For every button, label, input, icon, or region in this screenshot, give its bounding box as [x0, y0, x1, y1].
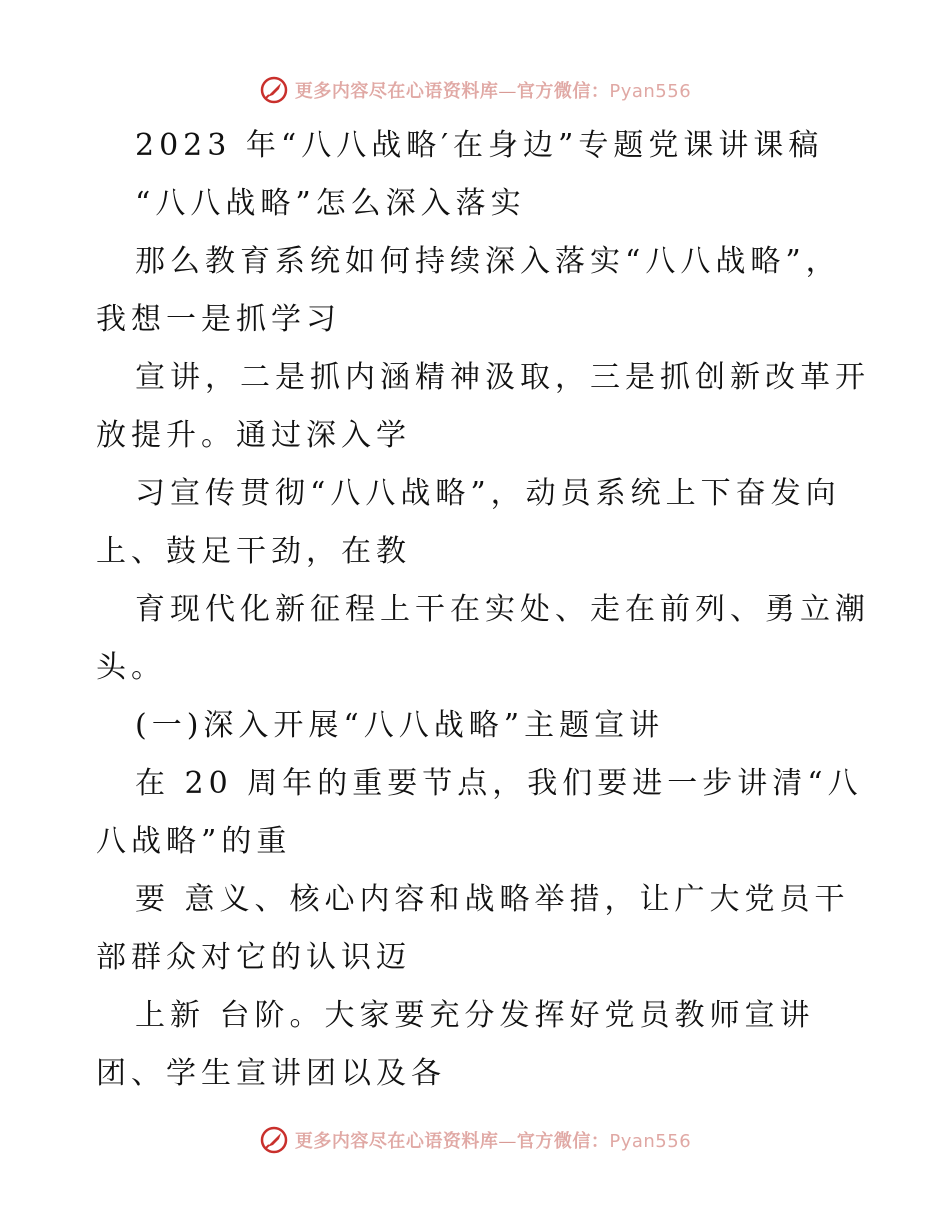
watermark-account: Pyan556 — [609, 1131, 692, 1152]
quill-logo-icon — [259, 1125, 289, 1155]
body-line: 团、学生宣讲团以及各 — [96, 1056, 446, 1091]
body-line: 上、鼓足干劲，在教 — [96, 534, 411, 569]
watermark-dash: — — [498, 81, 517, 102]
body-line: 习宣传贯彻“八八战略”，动员系统上下奋发向 — [135, 476, 841, 511]
document-title: 2023 年“八八战略′在身边”专题党课讲课稿 — [135, 128, 824, 163]
section-heading: “八八战略”怎么深入落实 — [135, 186, 526, 221]
watermark-text — [295, 1127, 691, 1153]
body-line: 育现代化新征程上干在实处、走在前列、勇立潮 — [135, 592, 870, 627]
body-line: 那么教育系统如何持续深入落实“八八战略”， — [135, 244, 841, 279]
body-line: 上新 台阶。大家要充分发挥好党员教师宣讲 — [135, 998, 815, 1033]
body-line: 我想一是抓学习 — [96, 302, 341, 337]
body-line: 在 20 周年的重要节点，我们要进一步讲清“八 — [135, 766, 863, 801]
watermark-dash: — — [498, 1131, 517, 1152]
body-line: 要 意义、核心内容和战略举措，让广大党员干 — [135, 882, 850, 917]
watermark-account: Pyan556 — [609, 81, 692, 102]
subsection-heading: (一)深入开展“八八战略”主题宣讲 — [135, 708, 665, 743]
body-line: 放提升。通过深入学 — [96, 418, 411, 453]
body-line: 部群众对它的认识迈 — [96, 940, 411, 975]
quill-logo-icon — [259, 75, 289, 105]
header-watermark — [0, 72, 950, 108]
body-line: 头。 — [96, 650, 166, 685]
body-line: 宣讲，二是抓内涵精神汲取，三是抓创新改革开 — [135, 360, 870, 395]
watermark-text — [295, 77, 691, 103]
watermark-label: 官方微信： — [516, 81, 610, 102]
body-line: 八战略”的重 — [96, 824, 292, 859]
watermark-site: 更多内容尽在心语资料库 — [294, 1131, 499, 1152]
footer-watermark — [0, 1122, 950, 1158]
watermark-label: 官方微信： — [516, 1131, 610, 1152]
watermark-site: 更多内容尽在心语资料库 — [294, 81, 499, 102]
